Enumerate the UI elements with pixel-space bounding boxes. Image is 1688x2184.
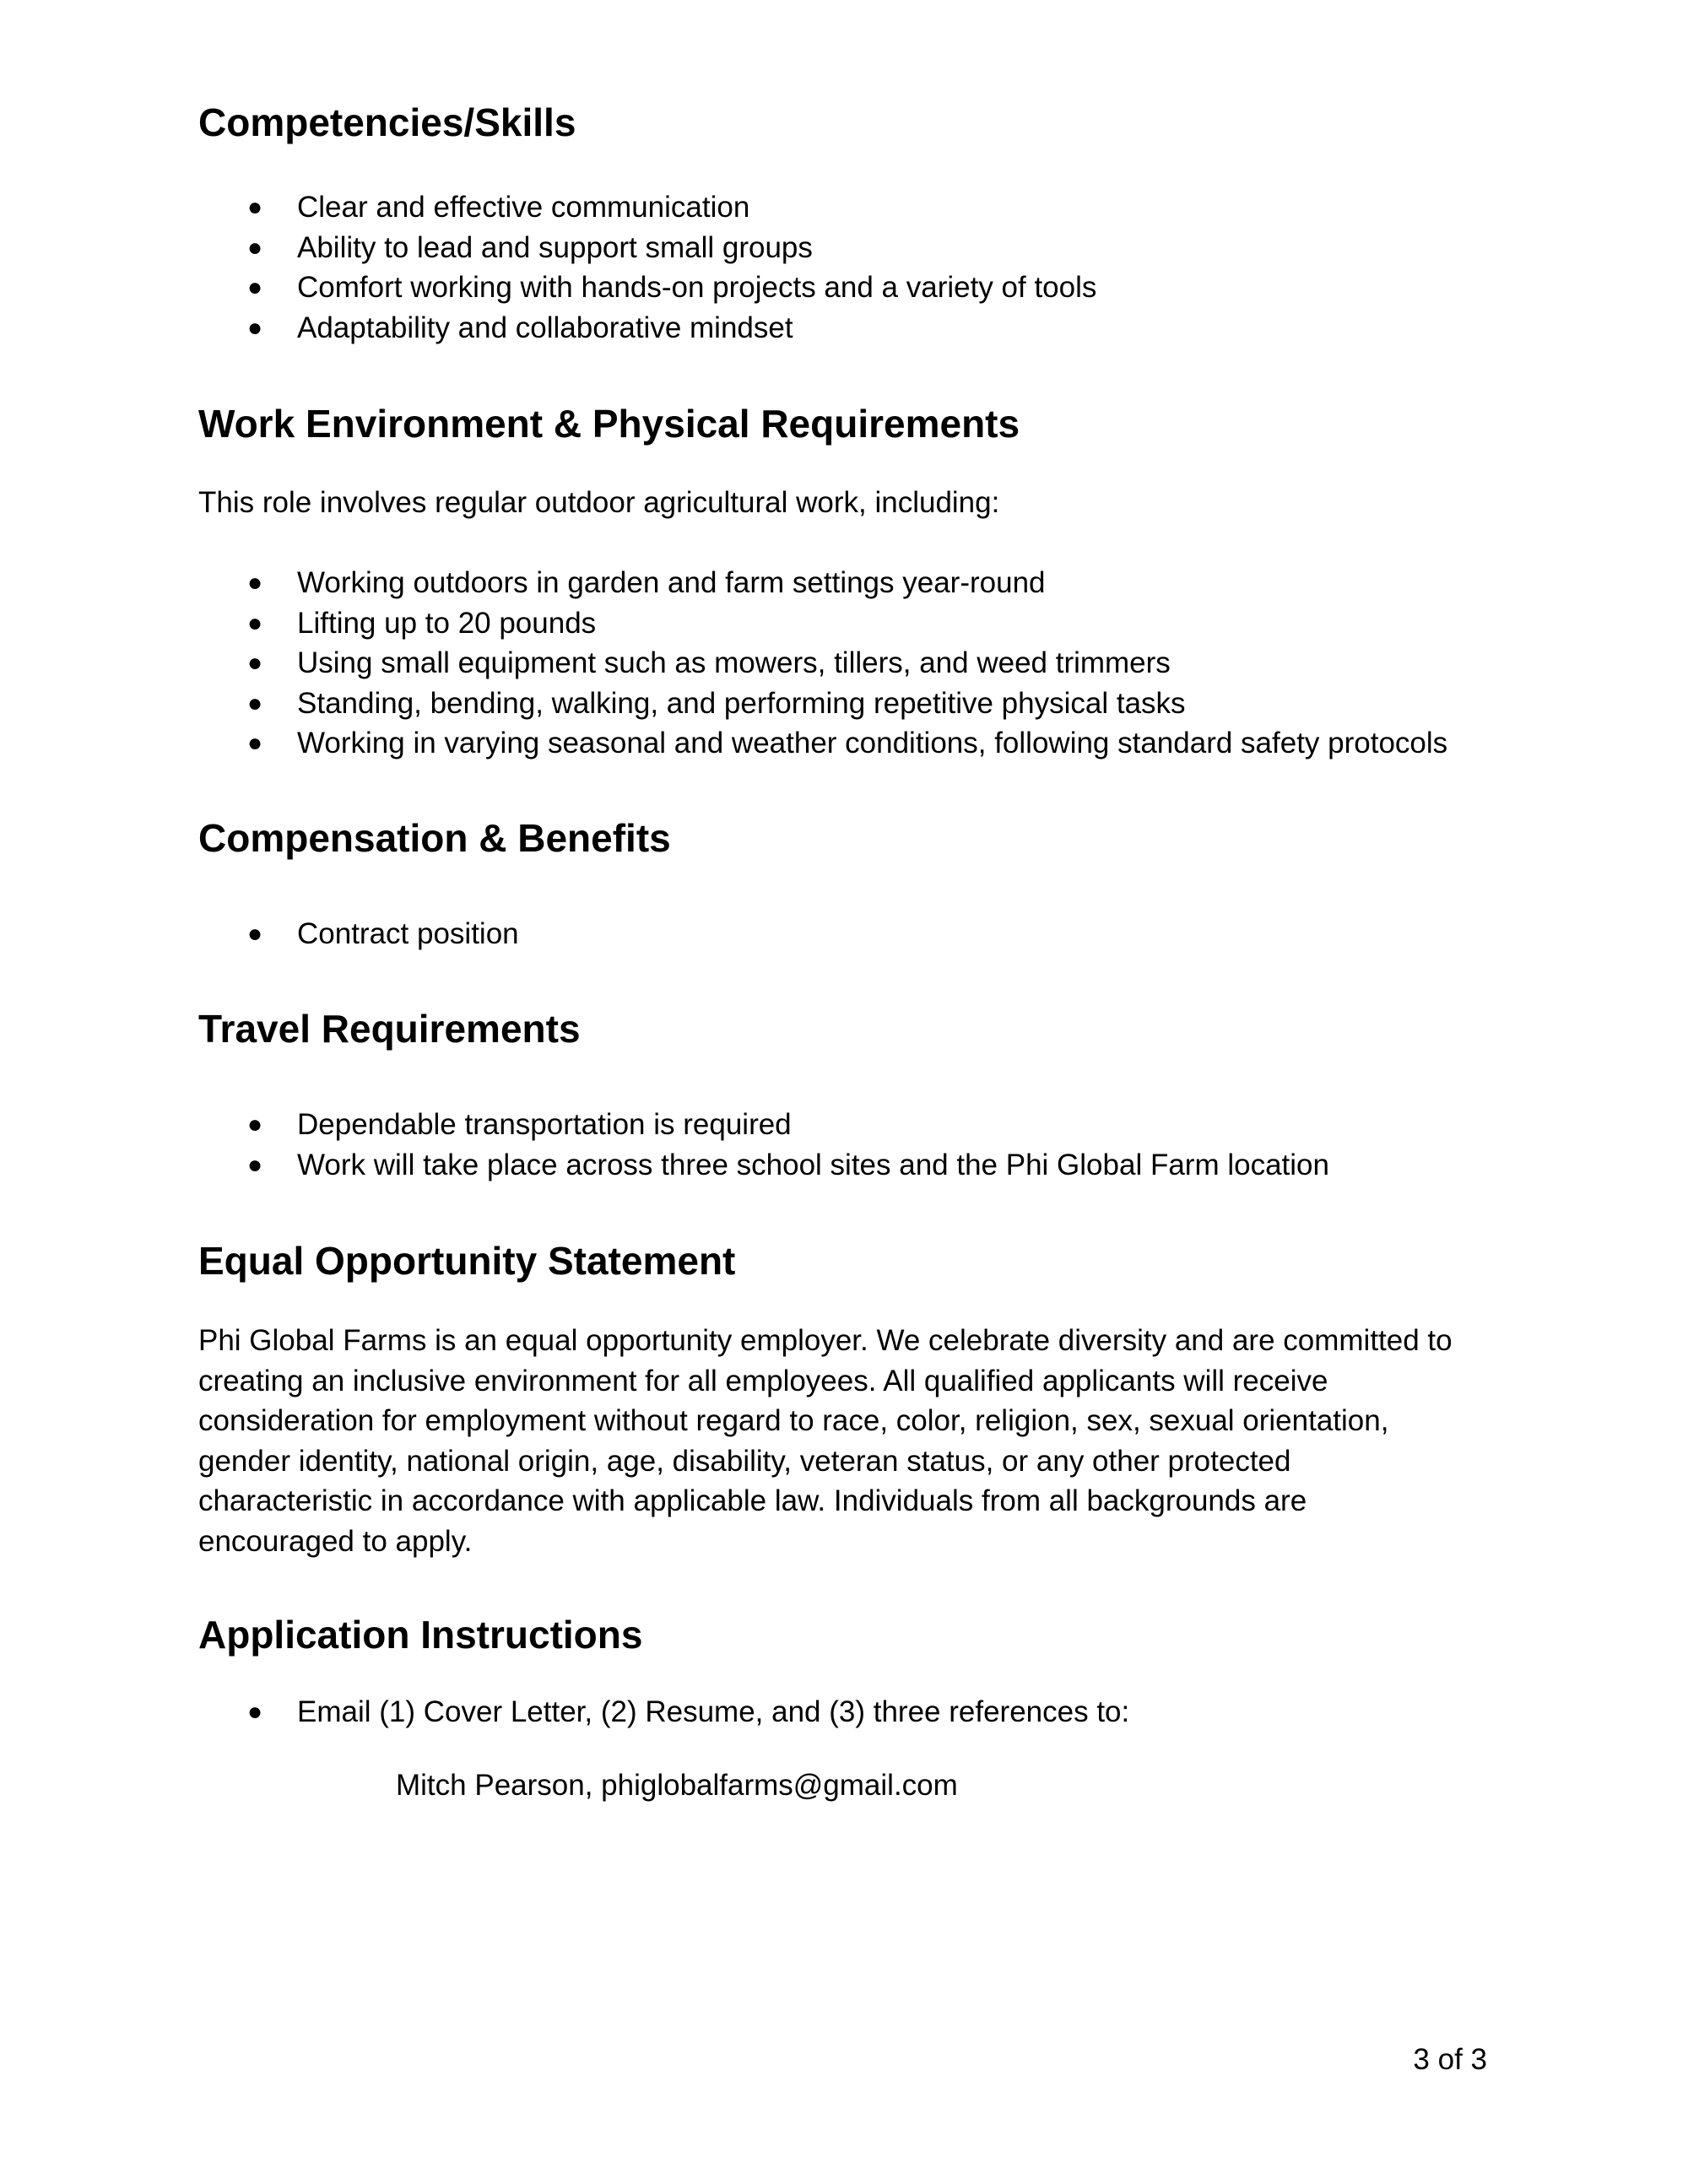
list-item: ● Dependable transportation is required bbox=[198, 1105, 1329, 1145]
heading-competencies: Competencies/Skills bbox=[198, 100, 576, 144]
bullet-icon: ● bbox=[247, 608, 263, 637]
bullet-icon: ● bbox=[247, 313, 263, 342]
bullet-icon: ● bbox=[247, 729, 263, 757]
bullet-icon: ● bbox=[247, 689, 263, 717]
heading-application: Application Instructions bbox=[198, 1613, 643, 1657]
bullet-icon: ● bbox=[247, 1111, 263, 1138]
list-item: ● Ability to lead and support small groups bbox=[198, 228, 1096, 268]
heading-travel: Travel Requirements bbox=[198, 1007, 581, 1051]
travel-list bbox=[198, 1105, 1329, 1185]
list-item: ● Work will take place across three school sites and the Phi Global Farm location bbox=[198, 1145, 1329, 1186]
bullet-icon: ● bbox=[247, 193, 263, 221]
compensation-list bbox=[198, 914, 519, 954]
page-number: 3 of 3 bbox=[1413, 2043, 1487, 2076]
bullet-icon: ● bbox=[247, 649, 263, 677]
paragraph-line: gender identity, national origin, age, disability, veteran status, or any other protected bbox=[198, 1444, 1291, 1478]
paragraph-line: creating an inclusive environment for all employees. All qualified applicants will receive bbox=[198, 1364, 1328, 1397]
list-item: ● Clear and effective communication bbox=[198, 187, 1096, 228]
bullet-icon: ● bbox=[247, 569, 263, 597]
work-environment-intro: This role involves regular outdoor agricultural work, including: bbox=[198, 486, 1000, 519]
competencies-list bbox=[198, 187, 1096, 348]
list-item: ● Adaptability and collaborative mindset bbox=[198, 308, 1096, 349]
bullet-icon: ● bbox=[247, 273, 263, 301]
heading-compensation: Compensation & Benefits bbox=[198, 816, 671, 860]
heading-work-environment: Work Environment & Physical Requirements bbox=[198, 402, 1020, 446]
application-list bbox=[198, 1692, 1129, 1733]
paragraph-line: characteristic in accordance with applicable law. Individuals from all backgrounds are bbox=[198, 1484, 1307, 1517]
list-item: ● Working in varying seasonal and weather conditions, following standard safety protocols bbox=[198, 723, 1447, 764]
bullet-icon: ● bbox=[247, 1698, 263, 1726]
heading-equal-opportunity: Equal Opportunity Statement bbox=[198, 1239, 736, 1283]
work-environment-list bbox=[198, 563, 1447, 764]
list-item: ● Comfort working with hands-on projects and a variety of tools bbox=[198, 268, 1096, 308]
paragraph-line: consideration for employment without regard to race, color, religion, sex, sexual orientation, bbox=[198, 1404, 1389, 1437]
list-item: ● Using small equipment such as mowers, tillers, and weed trimmers bbox=[198, 643, 1447, 684]
list-item: ● Working outdoors in garden and farm settings year-round bbox=[198, 563, 1447, 603]
list-item: ● Email (1) Cover Letter, (2) Resume, and (3) three references to: bbox=[198, 1692, 1129, 1733]
list-item: ● Lifting up to 20 pounds bbox=[198, 603, 1447, 644]
paragraph-line: Phi Global Farms is an equal opportunity employer. We celebrate diversity and are committed to bbox=[198, 1324, 1453, 1357]
paragraph-line: encouraged to apply. bbox=[198, 1524, 473, 1558]
bullet-icon: ● bbox=[247, 920, 263, 948]
list-item: ● Contract position bbox=[198, 914, 519, 954]
list-item: ● Standing, bending, walking, and performing repetitive physical tasks bbox=[198, 684, 1447, 724]
bullet-icon: ● bbox=[247, 233, 263, 262]
bullet-icon: ● bbox=[247, 1150, 263, 1179]
equal-opportunity-paragraph bbox=[198, 1321, 1453, 1561]
application-contact: Mitch Pearson, phiglobalfarms@gmail.com bbox=[396, 1769, 958, 1802]
